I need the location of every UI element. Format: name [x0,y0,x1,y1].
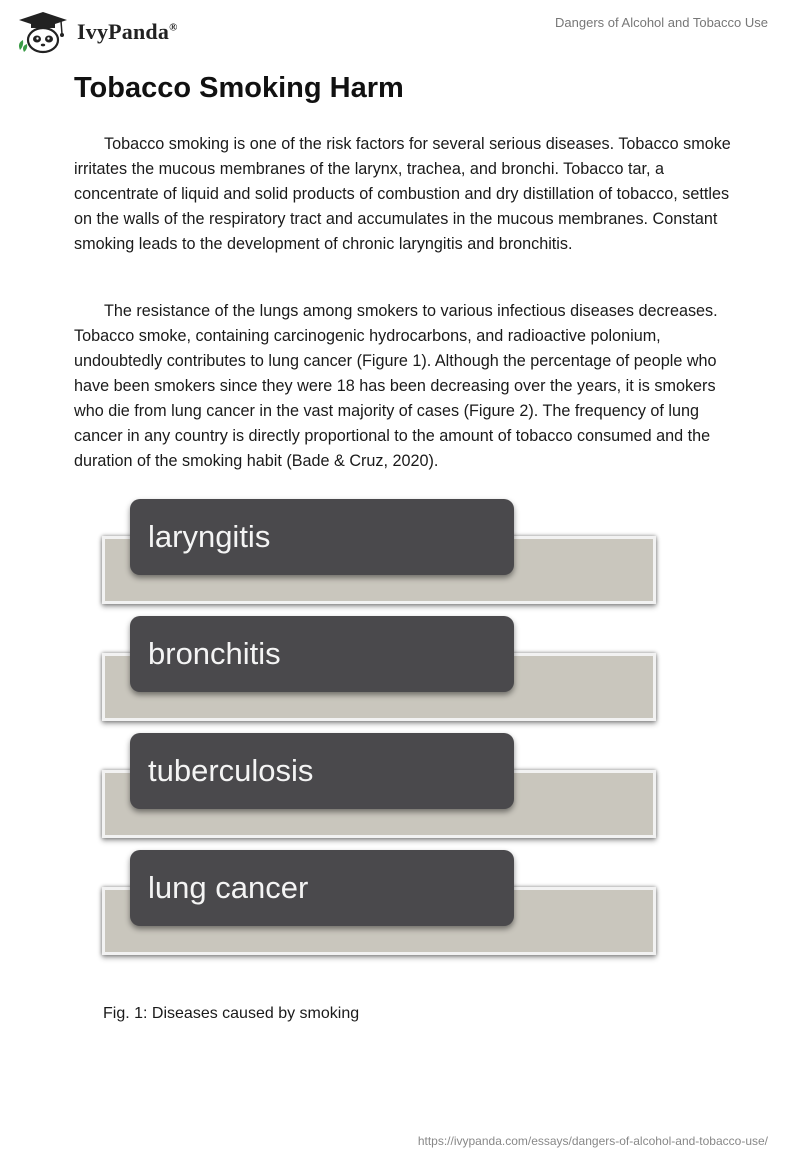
logo-text: IvyPanda® [77,19,178,44]
footer-url-link[interactable]: https://ivypanda.com/essays/dangers-of-alcohol-and-tobacco-use/ [417,1134,768,1148]
figure-item [98,730,658,850]
section-heading: Tobacco Smoking Harm [74,72,404,104]
figure-caption: Fig. 1: Diseases caused by smoking [103,1005,360,1022]
paragraph-2: The resistance of the lungs among smokers to various infectious diseases decreases. Tobacco smoke, containing carcinogenic hydrocarbons, and radioactive polonium, undoubtedly contributes to lung cancer (Figure 1). Although the percentage of people who have been smokers since they were 18 has been decreasing over the years, it is smokers who die from lung cancer in the vast majority of cases (Figure 2). The frequency of lung cancer in any country is directly proportional to the amount of tobacco consumed and the duration of the smoking habit (Bade & Cruz, 2020). [74,302,718,470]
document-title: Dangers of Alcohol and Tobacco Use [555,15,768,30]
panda-graduate-icon [15,10,71,54]
page-header [0,0,800,60]
item-label-box: bronchitis [130,616,514,692]
item-label-box: tuberculosis [130,733,514,809]
site-logo[interactable] [15,10,178,54]
figure-item [98,613,658,733]
item-label-box: lung cancer [130,850,514,926]
figure-item [98,496,658,616]
paragraph-1: Tobacco smoking is one of the risk factors for several serious diseases. Tobacco smoke irritates the mucous membranes of the larynx, trachea, and bronchi. Tobacco tar, a concentrate of liquid and solid products of combustion and dry distillation of tobacco, settles on the walls of the respiratory tract and accumulates in the mucous membranes. Constant smoking leads to the development of chronic laryngitis and bronchitis. [74,135,731,253]
figure-item [98,847,658,967]
diseases-figure [98,496,658,966]
registered-mark: ® [169,21,178,34]
item-label-box: laryngitis [130,499,514,575]
